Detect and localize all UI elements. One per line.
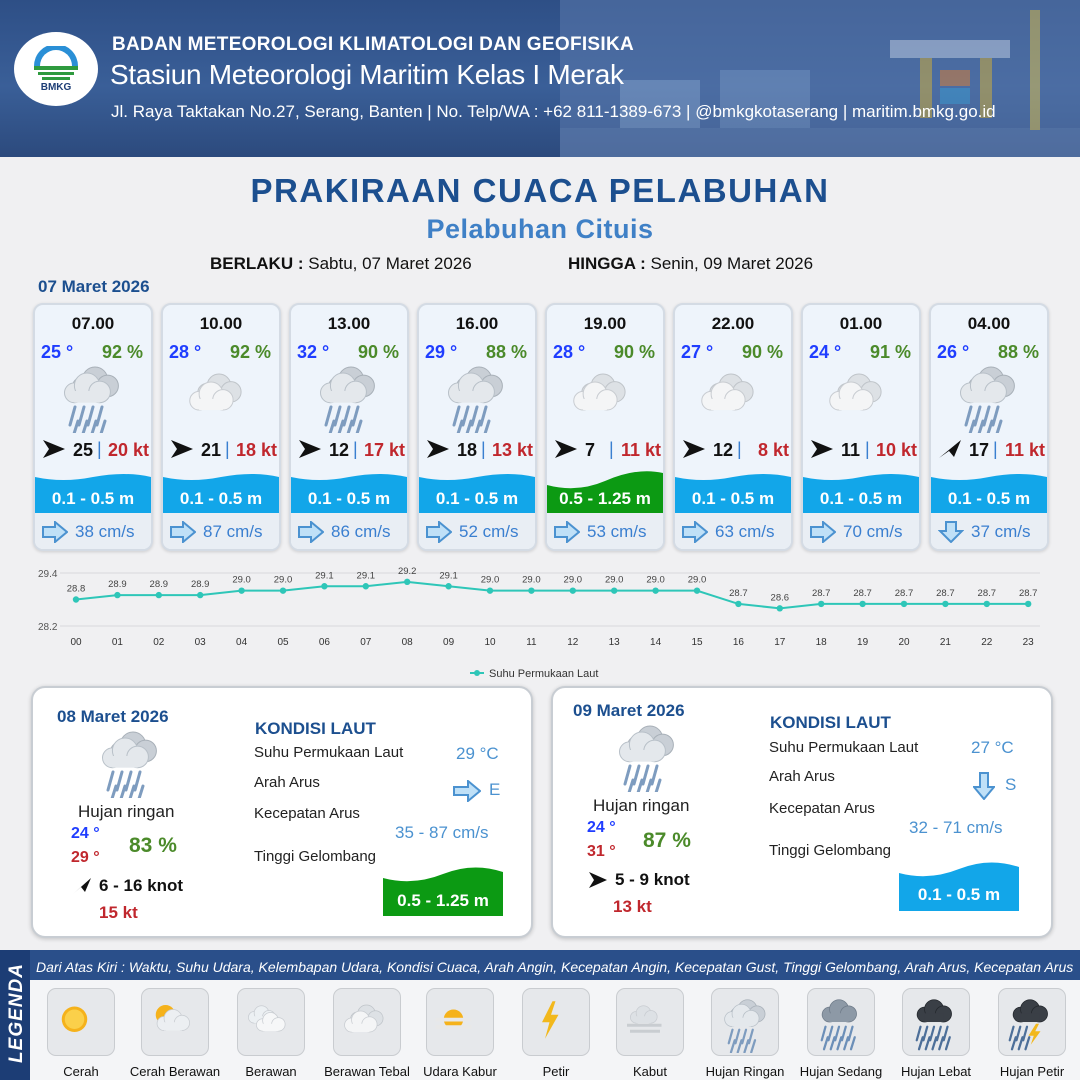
forecast-humidity: 88 % xyxy=(485,342,527,362)
current-direction-icon xyxy=(938,521,964,541)
page-title: PRAKIRAAN CUACA PELABUHAN xyxy=(250,172,830,209)
overcast-icon xyxy=(181,363,261,433)
legend-label: Udara Kabur xyxy=(423,1064,497,1079)
forecast-time: 10.00 xyxy=(199,314,243,333)
x-tick-label: 21 xyxy=(939,637,951,648)
forecast-time: 13.00 xyxy=(327,314,371,333)
wind-speed: 12 xyxy=(713,440,734,460)
legend-label: Berawan xyxy=(245,1064,297,1079)
day3-date: 09 Maret 2026 xyxy=(573,701,685,720)
day2-gust: 15 kt xyxy=(99,903,138,922)
x-tick-label: 12 xyxy=(567,637,579,648)
day2-humidity: 83 % xyxy=(129,834,177,857)
day2-current-speed-label: Kecepatan Arus xyxy=(254,805,360,822)
day3-current-dir-label: Arah Arus xyxy=(769,768,835,785)
legend-bar xyxy=(0,950,1080,1080)
chart-legend-label: Suhu Permukaan Laut xyxy=(489,668,599,680)
current-speed: 70 cm/s xyxy=(843,522,903,541)
legend-label: Hujan Sedang xyxy=(799,1064,883,1079)
sst-data-label: 29.0 xyxy=(646,574,665,586)
wind-gust: 13 kt xyxy=(491,440,533,460)
legend-description: Dari Atas Kiri : Waktu, Suhu Udara, Kelembapan Udara, Kondisi Cuaca, Arah Angin, Kecepatan Angin, Kecepatan Gust, Tinggi Gelombang, Arah Arus, Kecepatan Arus xyxy=(36,959,1074,975)
sst-data-label: 29.0 xyxy=(480,574,500,586)
sst-data-label: 29.0 xyxy=(687,574,707,586)
bmkg-logo xyxy=(14,32,98,106)
sst-data-label: 28.7 xyxy=(977,587,997,599)
current-speed: 63 cm/s xyxy=(715,522,775,541)
partly-cloudy-icon xyxy=(141,988,209,1056)
wind-direction-icon xyxy=(809,438,835,465)
day2-current-dir: E xyxy=(489,780,501,799)
sst-point xyxy=(156,592,162,598)
x-tick-label: 13 xyxy=(608,637,620,648)
forecast-card xyxy=(929,303,1049,551)
x-tick-label: 08 xyxy=(401,637,413,648)
current-direction-icon xyxy=(42,521,68,541)
sst-point xyxy=(73,596,79,602)
sst-point xyxy=(694,587,700,593)
sst-data-label: 29.0 xyxy=(522,574,541,586)
wave-height: 0.1 - 0.5 m xyxy=(179,489,263,508)
legend-item xyxy=(324,988,410,1079)
wind-gust: 8 kt xyxy=(757,440,789,460)
current-arrow-south-icon xyxy=(973,772,995,800)
sst-point xyxy=(652,587,658,593)
x-tick-label: 09 xyxy=(443,637,455,648)
current-direction-icon xyxy=(298,521,324,541)
current-speed: 87 cm/s xyxy=(203,522,263,541)
sst-point xyxy=(611,587,617,593)
sst-data-label: 28.7 xyxy=(853,587,872,599)
sst-point xyxy=(984,601,990,607)
current-direction-icon xyxy=(810,521,836,541)
legend-item xyxy=(237,988,305,1079)
wind-gust: 17 kt xyxy=(363,440,405,460)
x-tick-label: 10 xyxy=(484,637,496,648)
legend-label: Hujan Lebat xyxy=(900,1064,972,1079)
forecast-time: 01.00 xyxy=(839,314,883,333)
forecast-time: 07.00 xyxy=(71,314,115,333)
header-banner xyxy=(0,0,1080,157)
legend-item xyxy=(900,988,972,1079)
wind-separator: | xyxy=(737,439,742,459)
wave-height: 0.1 - 0.5 m xyxy=(51,489,135,508)
forecast-wind xyxy=(423,438,535,462)
x-tick-label: 19 xyxy=(857,637,869,648)
day2-temp-max: 29 ° xyxy=(71,849,100,866)
sst-point xyxy=(114,592,120,598)
legend-label: Cerah Berawan xyxy=(129,1064,221,1079)
forecast-time: 16.00 xyxy=(455,314,499,333)
sst-point xyxy=(363,583,369,589)
heavy-rain-icon xyxy=(902,988,970,1056)
forecast-wind xyxy=(807,438,919,462)
forecast-time: 04.00 xyxy=(967,314,1011,333)
day3-temp-max: 31 ° xyxy=(587,843,616,860)
wind-direction-icon xyxy=(169,438,195,465)
x-tick-label: 20 xyxy=(898,637,910,648)
wind-direction-icon xyxy=(937,438,963,465)
current-speed: 37 cm/s xyxy=(971,522,1031,541)
forecast-card xyxy=(161,303,281,551)
forecast-temperature: 32 ° xyxy=(297,342,330,362)
forecast-current xyxy=(35,513,151,549)
bmkg-emblem-icon xyxy=(30,46,82,80)
forecast-temperature: 28 ° xyxy=(169,342,202,362)
day3-temp-min: 24 ° xyxy=(587,819,616,836)
legend-item xyxy=(522,988,590,1079)
wind-separator: | xyxy=(353,439,358,459)
sst-point xyxy=(445,583,451,589)
x-tick-label: 07 xyxy=(360,637,372,648)
station-name: Stasiun Meteorologi Maritim Kelas I Merak xyxy=(110,59,624,90)
wind-speed: 11 xyxy=(841,440,861,460)
light-rain-icon xyxy=(608,722,688,792)
light-rain-icon xyxy=(711,988,779,1056)
x-tick-label: 17 xyxy=(774,637,786,648)
cloudy-icon xyxy=(237,988,305,1056)
day3-gust: 13 kt xyxy=(613,897,652,916)
sst-point xyxy=(487,587,493,593)
day3-panel xyxy=(551,686,1053,938)
day2-date: 08 Maret 2026 xyxy=(57,707,169,726)
x-tick-label: 18 xyxy=(815,637,827,648)
wind-separator: | xyxy=(609,439,614,459)
sst-data-label: 28.7 xyxy=(1018,587,1038,599)
x-tick-label: 16 xyxy=(732,637,744,648)
day2-wave-label: Tinggi Gelombang xyxy=(254,848,377,865)
logo-text: BMKG xyxy=(40,81,72,93)
wind-speed: 7 xyxy=(585,440,596,460)
forecast-current xyxy=(931,513,1047,549)
wind-speed: 17 xyxy=(969,440,990,460)
current-arrow-east-icon xyxy=(453,780,481,802)
wind-separator: | xyxy=(97,439,102,459)
sst-point xyxy=(321,583,327,589)
x-tick-label: 05 xyxy=(277,637,289,648)
day3-wave-label: Tinggi Gelombang xyxy=(769,842,892,859)
sst-data-label: 28.7 xyxy=(811,587,831,599)
wind-direction-icon xyxy=(71,876,93,896)
day2-sst: 29 °C xyxy=(456,744,499,763)
legend-items xyxy=(30,980,1080,1080)
wind-separator: | xyxy=(865,439,870,459)
day3-sst-label: Suhu Permukaan Laut xyxy=(769,739,919,756)
wave-height: 0.1 - 0.5 m xyxy=(435,489,519,508)
forecast-card xyxy=(673,303,793,551)
forecast-current xyxy=(419,513,535,549)
legend-item xyxy=(998,988,1066,1079)
sst-data-label: 29.0 xyxy=(232,574,251,586)
legend-label: Berawan Tebal xyxy=(324,1064,410,1079)
day3-wind: 5 - 9 knot xyxy=(615,870,690,889)
current-speed: 53 cm/s xyxy=(587,522,647,541)
legend-label: Cerah xyxy=(63,1064,99,1079)
overcast-icon xyxy=(693,363,773,433)
forecast-wind xyxy=(39,438,151,462)
valid-to xyxy=(568,254,813,274)
wind-direction-icon xyxy=(297,438,323,465)
forecast-wind xyxy=(679,438,791,462)
sst-data-label: 28.9 xyxy=(190,579,210,591)
forecast-humidity: 90 % xyxy=(613,342,655,362)
y-tick-label: 29.4 xyxy=(38,569,58,580)
station-contact: Jl. Raya Taktakan No.27, Serang, Banten | No. Telp/WA : +62 811-1389-673 | @bmkgkotaserang | maritim.bmkg.go.id xyxy=(111,102,996,121)
legend-title: LEGENDA xyxy=(6,963,27,1063)
forecast-temperature: 29 ° xyxy=(425,342,458,362)
wind-separator: | xyxy=(993,439,998,459)
sst-point xyxy=(528,587,534,593)
forecast-current xyxy=(547,513,663,549)
valid-from xyxy=(210,254,472,274)
wave-height: 0.1 - 0.5 m xyxy=(819,489,903,508)
wind-speed: 18 xyxy=(457,440,478,460)
agency-name: BADAN METEOROLOGI KLIMATOLOGI DAN GEOFISIKA xyxy=(112,34,635,55)
sst-point xyxy=(197,592,203,598)
day3-current-dir: S xyxy=(1005,775,1017,794)
day2-wave: 0.5 - 1.25 m xyxy=(397,891,489,910)
legend-label: Petir xyxy=(542,1064,570,1079)
overcast-icon xyxy=(821,363,901,433)
legend-label: Hujan Ringan xyxy=(705,1064,785,1079)
wind-gust: 11 kt xyxy=(620,440,661,460)
valid-from-label: BERLAKU : xyxy=(210,254,304,273)
day2-current-speed: 35 - 87 cm/s xyxy=(395,823,489,842)
x-tick-label: 00 xyxy=(70,637,82,648)
sst-point xyxy=(1025,601,1031,607)
day2-current-dir-label: Arah Arus xyxy=(254,774,320,791)
legend-item xyxy=(616,988,684,1079)
current-speed: 86 cm/s xyxy=(331,522,391,541)
forecast-humidity: 91 % xyxy=(869,342,911,362)
lightning-icon xyxy=(522,988,590,1056)
wind-separator: | xyxy=(481,439,486,459)
overcast-icon xyxy=(333,988,401,1056)
day1-date: 07 Maret 2026 xyxy=(38,277,150,296)
forecast-card xyxy=(33,303,153,551)
x-tick-label: 22 xyxy=(981,637,993,648)
legend-item xyxy=(799,988,883,1079)
forecast-temperature: 26 ° xyxy=(937,342,970,362)
x-tick-label: 11 xyxy=(526,637,537,648)
wind-gust: 11 kt xyxy=(1004,440,1045,460)
wind-direction-icon xyxy=(553,438,579,465)
day2-sea-title: KONDISI LAUT xyxy=(255,719,376,738)
current-direction-icon xyxy=(682,521,708,541)
wind-gust: 18 kt xyxy=(235,440,277,460)
sst-data-label: 29.2 xyxy=(397,565,417,577)
wind-gust: 20 kt xyxy=(107,440,149,460)
wind-direction-icon xyxy=(681,438,707,465)
light-rain-icon xyxy=(309,363,389,433)
x-tick-label: 04 xyxy=(236,637,248,648)
sst-data-label: 29.1 xyxy=(356,570,376,582)
forecast-wind xyxy=(935,438,1047,462)
sst-data-label: 28.8 xyxy=(66,583,86,595)
sst-data-label: 28.7 xyxy=(894,587,914,599)
forecast-temperature: 28 ° xyxy=(553,342,586,362)
x-tick-label: 02 xyxy=(153,637,165,648)
wind-direction-icon xyxy=(587,870,609,890)
moderate-rain-icon xyxy=(807,988,875,1056)
forecast-temperature: 27 ° xyxy=(681,342,714,362)
sst-data-label: 28.7 xyxy=(936,587,955,599)
wave-height: 0.1 - 0.5 m xyxy=(691,489,775,508)
legend-item xyxy=(423,988,497,1079)
sea-surface-temperature-chart xyxy=(0,560,1080,690)
valid-from-value: Sabtu, 07 Maret 2026 xyxy=(308,254,472,273)
forecast-wind xyxy=(295,438,407,462)
day3-humidity: 87 % xyxy=(643,829,691,852)
legend-item xyxy=(129,988,221,1079)
day3-wave: 0.1 - 0.5 m xyxy=(917,885,1001,904)
sst-data-label: 28.9 xyxy=(108,579,127,591)
forecast-card xyxy=(801,303,921,551)
forecast-humidity: 88 % xyxy=(997,342,1039,362)
sst-point xyxy=(818,601,824,607)
sst-point xyxy=(280,587,286,593)
wind-direction-icon xyxy=(425,438,451,465)
forecast-humidity: 92 % xyxy=(229,342,271,362)
forecast-card xyxy=(545,303,665,551)
legend-item xyxy=(47,988,115,1079)
wave-height: 0.1 - 0.5 m xyxy=(307,489,391,508)
x-tick-label: 01 xyxy=(111,637,123,648)
sst-line xyxy=(76,582,1028,609)
forecast-time: 22.00 xyxy=(711,314,755,333)
fog-icon xyxy=(616,988,684,1056)
light-rain-icon xyxy=(437,363,517,433)
light-rain-icon xyxy=(91,728,171,798)
sunny-icon xyxy=(47,988,115,1056)
wind-gust: 10 kt xyxy=(875,440,917,460)
wind-speed: 25 xyxy=(73,440,94,460)
forecast-card xyxy=(289,303,409,551)
x-tick-label: 15 xyxy=(691,637,703,648)
x-tick-label: 03 xyxy=(194,637,206,648)
sst-data-label: 29.0 xyxy=(563,574,583,586)
light-rain-icon xyxy=(53,363,133,433)
forecast-current xyxy=(291,513,407,549)
sst-point xyxy=(238,587,244,593)
forecast-temperature: 25 ° xyxy=(41,342,74,362)
forecast-humidity: 92 % xyxy=(101,342,143,362)
sst-point xyxy=(570,587,576,593)
forecast-temperature: 24 ° xyxy=(809,342,842,362)
haze-icon xyxy=(426,988,494,1056)
sst-point xyxy=(859,601,865,607)
wave-height: 0.5 - 1.25 m xyxy=(559,489,651,508)
port-illustration xyxy=(560,0,1080,157)
sst-point xyxy=(735,601,741,607)
light-rain-icon xyxy=(949,363,1029,433)
valid-to-value: Senin, 09 Maret 2026 xyxy=(650,254,814,273)
forecast-current xyxy=(675,513,791,549)
wind-direction-icon xyxy=(41,438,67,465)
x-tick-label: 14 xyxy=(650,637,662,648)
day3-condition: Hujan ringan xyxy=(593,796,690,815)
legend-side-label xyxy=(0,950,30,1080)
port-name: Pelabuhan Cituis xyxy=(426,214,654,244)
legend-item xyxy=(705,988,785,1079)
sst-data-label: 29.1 xyxy=(439,570,458,582)
sst-data-label: 28.9 xyxy=(149,579,169,591)
forecast-humidity: 90 % xyxy=(357,342,399,362)
wave-height: 0.1 - 0.5 m xyxy=(947,489,1031,508)
overcast-icon xyxy=(565,363,645,433)
day3-sea-title: KONDISI LAUT xyxy=(770,713,891,732)
day2-wind: 6 - 16 knot xyxy=(99,876,184,895)
legend-label: Hujan Petir xyxy=(999,1064,1065,1079)
day3-current-speed: 32 - 71 cm/s xyxy=(909,818,1003,837)
forecast-current xyxy=(163,513,279,549)
thunderstorm-icon xyxy=(998,988,1066,1056)
day2-temp-min: 24 ° xyxy=(71,825,100,842)
wind-separator: | xyxy=(225,439,230,459)
wind-speed: 21 xyxy=(201,440,222,460)
wind-speed: 12 xyxy=(329,440,350,460)
forecast-current xyxy=(803,513,919,549)
current-direction-icon xyxy=(170,521,196,541)
sst-data-label: 29.0 xyxy=(273,574,293,586)
forecast-time: 19.00 xyxy=(583,314,627,333)
forecast-humidity: 90 % xyxy=(741,342,783,362)
current-direction-icon xyxy=(554,521,580,541)
forecast-wind xyxy=(551,438,663,462)
day2-condition: Hujan ringan xyxy=(78,802,175,821)
forecast-card xyxy=(417,303,537,551)
current-direction-icon xyxy=(426,521,452,541)
forecast-wind xyxy=(167,438,279,462)
sst-data-label: 29.0 xyxy=(604,574,624,586)
sst-point xyxy=(901,601,907,607)
x-tick-label: 06 xyxy=(318,637,330,648)
current-speed: 52 cm/s xyxy=(459,522,519,541)
valid-to-label: HINGGA : xyxy=(568,254,646,273)
current-speed: 38 cm/s xyxy=(75,522,135,541)
day2-panel xyxy=(31,686,533,938)
day3-current-speed-label: Kecepatan Arus xyxy=(769,800,875,817)
sst-data-label: 28.6 xyxy=(770,592,790,604)
sst-point xyxy=(777,605,783,611)
sst-data-label: 29.1 xyxy=(315,570,334,582)
x-tick-label: 23 xyxy=(1022,637,1034,648)
sst-point xyxy=(404,579,410,585)
day2-sst-label: Suhu Permukaan Laut xyxy=(254,744,404,761)
legend-label: Kabut xyxy=(633,1064,667,1079)
legend-swatch-point xyxy=(474,670,480,676)
day3-sst: 27 °C xyxy=(971,738,1014,757)
y-tick-label: 28.2 xyxy=(38,622,58,633)
sst-data-label: 28.7 xyxy=(729,587,748,599)
sst-point xyxy=(942,601,948,607)
